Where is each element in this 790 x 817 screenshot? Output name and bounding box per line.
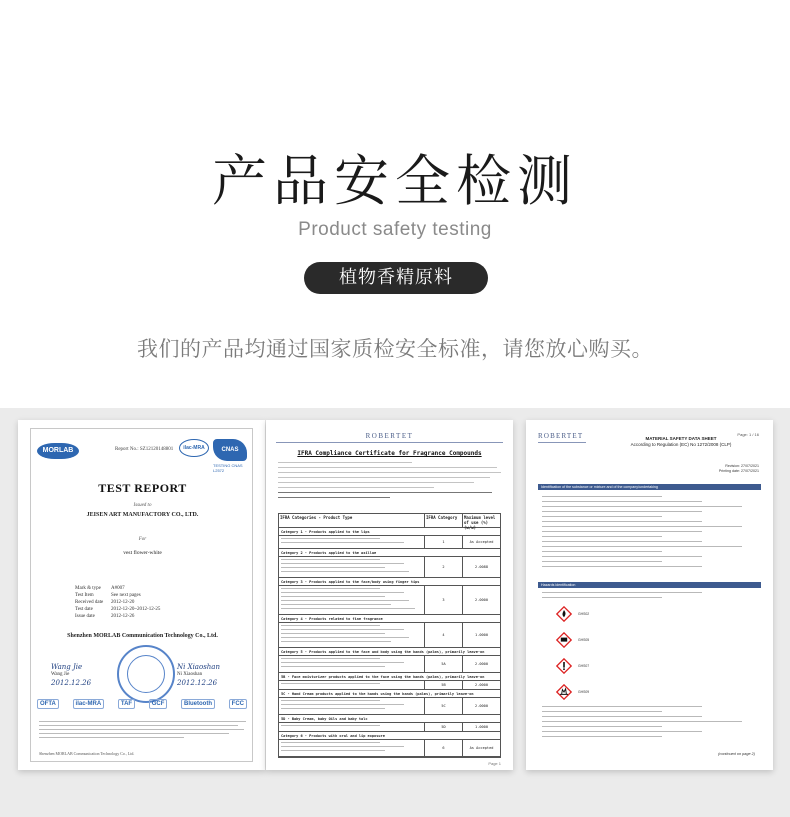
- issued-to-label: Issued to: [133, 503, 152, 508]
- max-level-cell: As Accepted: [469, 540, 494, 544]
- category-label: Category 1 - Products applied to the lips: [279, 528, 500, 536]
- table-row: [279, 740, 500, 757]
- max-level-cell: 2.0000: [475, 683, 488, 687]
- ifra-category-table: [278, 513, 501, 758]
- report-footer: Shenzhen MORLAB Communication Technology Co., Ltd.: [39, 751, 135, 756]
- category-label: 5D - Baby Cream, baby Oils and baby talc: [279, 715, 500, 723]
- accreditation-logo: TAF: [118, 699, 135, 709]
- robertet-logo: ROBERTET: [365, 432, 414, 440]
- test-report-document: [18, 420, 265, 770]
- category-cell: 6: [425, 740, 463, 756]
- product-name: vest flower-white: [123, 550, 162, 556]
- msds-title-main: MATERIAL SAFETY DATA SHEET: [645, 436, 717, 441]
- hazard-code: GHS07: [578, 664, 590, 668]
- report-number: Report No.: SZ12120148801: [115, 447, 174, 452]
- category-cell: 2: [425, 557, 463, 577]
- product-types-cell: [279, 723, 425, 731]
- msds-title: [606, 436, 756, 448]
- accreditation-logo: OFTA: [37, 699, 59, 709]
- header-rule: [276, 442, 503, 443]
- field-row: [75, 613, 160, 620]
- max-level-cell: 1.0000: [475, 725, 488, 729]
- table-row: [279, 586, 500, 615]
- accreditation-logo: ilac-MRA: [73, 699, 105, 709]
- category-cell: 3: [425, 586, 463, 614]
- category-cell: 4: [425, 623, 463, 647]
- flame-icon: [556, 606, 572, 622]
- cnas-caption: TESTING CNAS L2572: [213, 463, 243, 473]
- table-header: [279, 514, 500, 528]
- column-header: IFRA Categories - Product Type: [279, 514, 425, 527]
- continued-note: (continued on page 2): [718, 752, 755, 756]
- field-value: 2012-12-20~2012-12-25: [111, 607, 161, 612]
- signature-right: [177, 663, 220, 687]
- field-row: [75, 606, 160, 613]
- field-value: See next pages: [111, 593, 141, 598]
- field-key: Test date: [75, 607, 93, 612]
- category-cell: 5A: [425, 656, 463, 672]
- category-cell: 5C: [425, 698, 463, 714]
- report-title: TEST REPORT: [98, 481, 187, 495]
- table-row: [279, 681, 500, 690]
- accreditation-logo: FCC: [229, 699, 247, 709]
- section-2-more-text: [542, 706, 742, 741]
- certification-stamp: [117, 645, 175, 703]
- ilac-mra-logo: ilac-MRA: [179, 439, 209, 457]
- cnas-logo: CNAS: [213, 439, 247, 461]
- max-level-cell: 2.0000: [475, 598, 488, 602]
- max-level-cell: 2.0000: [475, 662, 488, 666]
- section-2-text: [542, 592, 742, 602]
- category-label: 5C - Hand Cream products applied to the hands using the hands (palms), primarily leave-on: [279, 690, 500, 698]
- page-subtitle: 我们的产品均通过国家质检安全标准，请您放心购买。: [137, 337, 653, 361]
- revision-date: Revision: 27/07/2021: [725, 464, 759, 468]
- page-number: Page: 1 / 16: [737, 432, 759, 437]
- field-key: Mark & type: [75, 586, 101, 591]
- product-types-cell: [279, 586, 425, 614]
- accreditation-logos: [37, 699, 247, 709]
- table-row: [279, 656, 500, 673]
- category-pill: 植物香精原料: [304, 262, 488, 294]
- signature-scribble: Wang Jie: [51, 663, 83, 671]
- page-title-english: Product safety testing: [298, 219, 492, 240]
- brand-rule: [538, 442, 586, 443]
- report-fields: [75, 585, 160, 620]
- corrosion-icon: [556, 632, 572, 648]
- category-label: Category 2 - Products applied to the axillae: [279, 549, 500, 557]
- exclamation-icon: [556, 658, 572, 674]
- for-label: For: [138, 537, 147, 542]
- table-row: [279, 723, 500, 732]
- category-cell: 5B: [425, 681, 463, 689]
- table-body: [279, 528, 500, 757]
- page-title: 产品安全检测: [211, 149, 578, 213]
- test-report-frame: [30, 428, 253, 762]
- product-types-cell: [279, 536, 425, 548]
- product-types-cell: [279, 557, 425, 577]
- lab-name: Shenzhen MORLAB Communication Technology Co., Ltd.: [67, 633, 218, 639]
- column-header: Maximum level of use (%) (w/w): [464, 515, 496, 530]
- product-types-cell: [279, 623, 425, 647]
- msds-title-sub: According to Regulation (EC) No 1272/2008 (CLP): [630, 442, 732, 447]
- max-level-cell: 2.0088: [475, 565, 488, 569]
- max-level-cell: As Accepted: [469, 746, 494, 750]
- signer-name: Ni Xiaoshan: [177, 672, 203, 677]
- category-label: Category 4 - Products related to fine fragrance: [279, 615, 500, 623]
- company-name: JEISEN ART MANUFACTORY CO., LTD.: [86, 512, 199, 518]
- msds-document: [526, 420, 773, 770]
- table-row: [279, 536, 500, 549]
- field-row: [75, 585, 160, 592]
- table-row: [279, 623, 500, 648]
- signer-name: Wang Jie: [51, 672, 70, 677]
- signature-left: [51, 663, 91, 687]
- field-key: Issue date: [75, 614, 95, 619]
- accreditation-logo: Bluetooth: [181, 699, 215, 709]
- printing-date: Printing date: 27/07/2021: [718, 469, 759, 473]
- environment-icon: [556, 684, 572, 700]
- field-key: Test Item: [75, 593, 94, 598]
- stamp-inner-ring: [127, 655, 165, 693]
- hazard-code: GHS05: [578, 638, 590, 642]
- section-1-text: [542, 496, 742, 571]
- product-types-cell: [279, 740, 425, 756]
- morlab-logo: MORLAB: [37, 443, 79, 459]
- section-1-header: Identification of the substance or mixture and of the company/undertaking: [538, 484, 761, 490]
- hazard-code: GHS09: [578, 690, 590, 694]
- field-key: Received date: [75, 600, 104, 605]
- hazard-code: GHS02: [578, 612, 590, 616]
- category-cell: 1: [425, 536, 463, 548]
- table-row: [279, 557, 500, 578]
- field-value: 2012-12-26: [111, 614, 135, 619]
- max-level-cell: 2.0000: [475, 704, 488, 708]
- column-header: IFRA Category: [425, 514, 463, 527]
- page-number: Page 1: [488, 761, 501, 766]
- category-cell: 5D: [425, 723, 463, 731]
- category-label: Category 6 - Products with oral and lip exposure: [279, 732, 500, 740]
- field-value: A#007: [111, 586, 125, 591]
- report-fine-print: [39, 721, 246, 747]
- accreditation-logo: GCF: [149, 699, 168, 709]
- section-2-header: Hazards identification: [538, 582, 761, 588]
- ifra-certificate-document: [266, 420, 513, 770]
- max-level-cell: 1.0000: [475, 633, 488, 637]
- field-row: [75, 599, 160, 606]
- signature-date: 2012.12.26: [51, 679, 92, 687]
- certificate-intro-text: [278, 462, 501, 502]
- field-value: 2012-12-20: [111, 600, 135, 605]
- revision-dates: [719, 464, 759, 474]
- product-types-cell: [279, 681, 425, 689]
- signature-scribble: Ni Xiaoshan: [177, 663, 220, 671]
- robertet-logo: ROBERTET: [538, 432, 584, 440]
- table-row: [279, 698, 500, 715]
- field-row: [75, 592, 160, 599]
- product-types-cell: [279, 656, 425, 672]
- category-label: Category 3 - Products applied to the face/body using finger tips: [279, 578, 500, 586]
- category-label: Category 5 - Products applied to the face and body using the hands (palms), primarily leave-on: [279, 648, 500, 656]
- product-types-cell: [279, 698, 425, 714]
- signature-date: 2012.12.26: [177, 679, 218, 687]
- ifra-title: IFRA Compliance Certificate for Fragrance Compounds: [297, 450, 482, 457]
- category-label: 5B - Face moisturizer products applied to the face using the hands (palms), primarily leave-on: [279, 673, 500, 681]
